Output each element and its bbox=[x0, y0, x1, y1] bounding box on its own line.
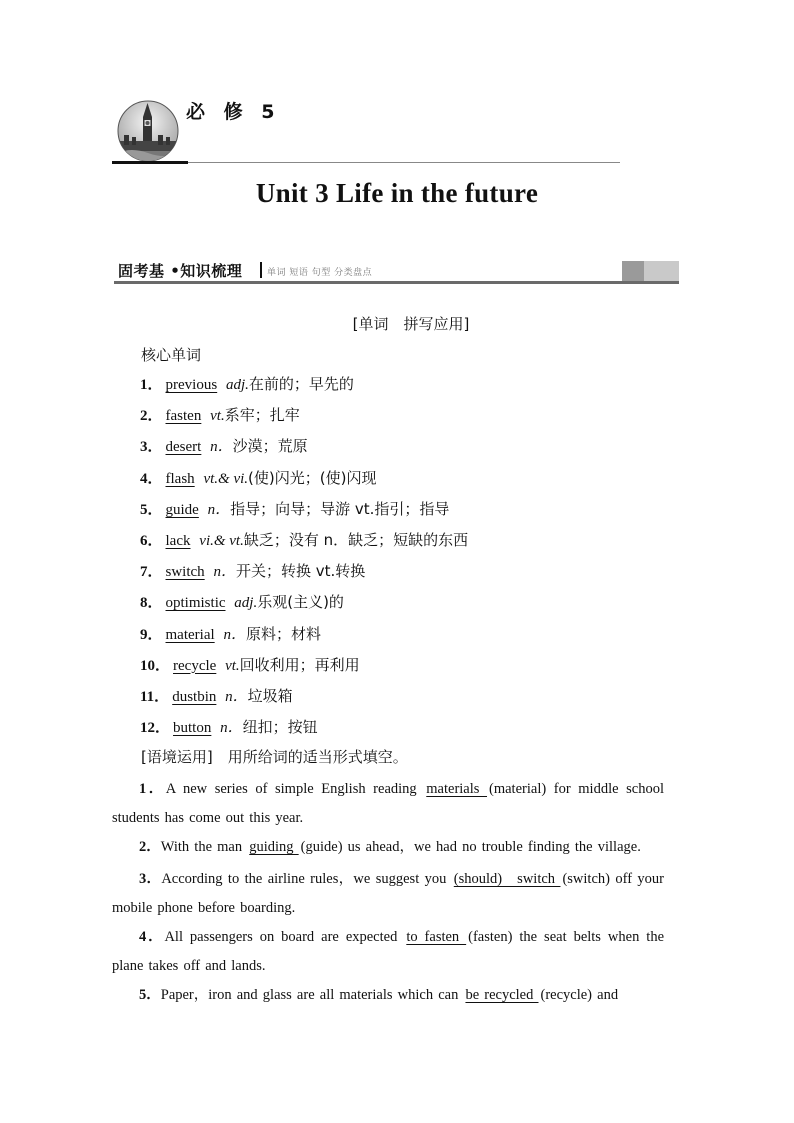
vocab-pos: n． bbox=[207, 501, 231, 518]
exercise-text: (switch) off your mobile phone before boarding. bbox=[112, 871, 665, 916]
exercise-text: According to the airline rules，we suggest you bbox=[161, 871, 452, 887]
vocab-word: button bbox=[173, 720, 212, 737]
vocab-definition: 纽扣；按钮 bbox=[242, 718, 318, 737]
vocab-item bbox=[140, 466, 468, 497]
vocab-item bbox=[140, 559, 468, 590]
section-underline bbox=[114, 281, 679, 284]
section-divider bbox=[260, 262, 262, 278]
vocab-number: 4． bbox=[140, 470, 163, 487]
exercise-answer: guiding bbox=[249, 839, 299, 855]
vocab-definition: 指导；向导；导游 vt.指引；指导 bbox=[230, 499, 450, 518]
vocab-list bbox=[140, 372, 468, 746]
vocab-number: 6． bbox=[140, 532, 163, 549]
exercise-text: A new series of simple English reading bbox=[165, 781, 425, 797]
vocab-pos: vt. bbox=[225, 657, 240, 674]
exercise-text: With the man bbox=[160, 839, 248, 855]
decor-block-dark bbox=[622, 261, 644, 281]
exercise-text: Paper，iron and glass are all materials which can bbox=[160, 987, 464, 1003]
vocab-definition: 乐观(主义)的 bbox=[257, 593, 344, 612]
vocab-item bbox=[140, 497, 468, 528]
vocab-word: lack bbox=[165, 532, 191, 549]
vocab-word: switch bbox=[165, 564, 205, 581]
vocab-item bbox=[140, 372, 468, 403]
vocab-item bbox=[140, 590, 468, 621]
vocab-number: 2． bbox=[140, 408, 163, 425]
exercise-item bbox=[112, 865, 664, 923]
vocab-number: 9． bbox=[140, 626, 163, 643]
vocab-item bbox=[140, 434, 468, 465]
vocab-number: 7． bbox=[140, 564, 163, 581]
big-ben-emblem-icon bbox=[116, 99, 180, 163]
vocab-number: 8． bbox=[140, 595, 163, 612]
vocab-number: 12． bbox=[140, 720, 171, 737]
vocab-item bbox=[140, 528, 468, 559]
exercise-text: (recycle) and bbox=[540, 987, 619, 1003]
vocab-definition: 沙漠；荒原 bbox=[232, 437, 308, 456]
exercise-answer: be recycled bbox=[465, 987, 539, 1003]
exercise-heading: [单词 拼写应用] bbox=[352, 315, 470, 333]
exercise-item bbox=[112, 981, 664, 1010]
exercise-answer: materials bbox=[426, 781, 488, 797]
section-title: 固考基 •知识梳理 bbox=[118, 262, 243, 280]
vocab-pos: adj. bbox=[234, 595, 258, 612]
decor-block-light bbox=[644, 261, 679, 281]
vocab-definition: 系牢；扎牢 bbox=[224, 406, 300, 425]
vocab-item bbox=[140, 403, 468, 434]
header-rule-thick bbox=[112, 161, 188, 164]
exercise-number: 3． bbox=[139, 871, 162, 887]
exercise-number: 2． bbox=[139, 839, 161, 855]
book-header bbox=[112, 95, 620, 167]
vocab-pos: n． bbox=[213, 564, 236, 581]
vocab-pos: vt. bbox=[210, 408, 225, 425]
header-rule-thin bbox=[188, 162, 620, 163]
exercise-text: (material) for middle school students has come out this year. bbox=[112, 781, 665, 826]
exercise-answer: (should) switch bbox=[453, 871, 561, 887]
vocab-word: previous bbox=[165, 377, 218, 393]
vocab-definition: 回收利用；再利用 bbox=[239, 655, 360, 674]
vocab-definition: 垃圾箱 bbox=[247, 686, 293, 705]
exercise-number: 5． bbox=[139, 987, 161, 1003]
exercise-number: 1． bbox=[139, 781, 166, 797]
exercise-text: (fasten) the seat belts when the plane takes off and lands. bbox=[112, 929, 665, 974]
vocab-word: desert bbox=[165, 439, 202, 456]
vocab-word: dustbin bbox=[172, 688, 217, 705]
vocab-pos: n． bbox=[220, 720, 243, 737]
exercise-number: 4． bbox=[139, 929, 165, 945]
vocab-pos: adj. bbox=[225, 377, 249, 393]
book-title: 必 修 5 bbox=[186, 101, 281, 123]
vocab-word: guide bbox=[165, 501, 199, 518]
section-bar bbox=[114, 260, 679, 284]
vocab-item bbox=[140, 684, 468, 715]
vocab-pos: n． bbox=[225, 688, 248, 705]
unit-title: Unit 3 Life in the future bbox=[255, 178, 539, 208]
exercise-item bbox=[112, 775, 664, 833]
vocab-pos: n． bbox=[210, 439, 233, 456]
exercise-text: (guide) us ahead，we had no trouble finding the village. bbox=[300, 839, 641, 855]
vocab-item bbox=[140, 715, 468, 746]
vocab-number: 11． bbox=[140, 688, 170, 705]
vocab-definition: 原料；材料 bbox=[245, 624, 321, 643]
vocab-definition: 开关；转换 vt.转换 bbox=[235, 562, 366, 581]
section-subtitle: 单词 短语 句型 分类盘点 bbox=[267, 268, 373, 278]
vocab-definition: (使)闪光；(使)闪现 bbox=[248, 468, 377, 487]
vocab-definition: 在前的；早先的 bbox=[248, 375, 354, 393]
exercise-item bbox=[112, 923, 664, 981]
exercise-answer: to fasten bbox=[406, 929, 467, 945]
vocab-word: fasten bbox=[165, 408, 202, 425]
exercise-item bbox=[112, 833, 664, 862]
vocab-pos: vt.& vi. bbox=[203, 470, 249, 487]
vocab-pos: vi.& vt. bbox=[199, 532, 244, 549]
vocab-word: material bbox=[165, 626, 215, 643]
vocab-word: optimistic bbox=[165, 595, 226, 612]
vocab-pos: n． bbox=[223, 626, 246, 643]
context-usage-heading: [语境运用] 用所给词的适当形式填空。 bbox=[141, 748, 408, 766]
vocab-number: 1． bbox=[140, 377, 163, 393]
vocab-number: 10． bbox=[140, 657, 171, 674]
vocab-item bbox=[140, 653, 468, 684]
vocab-definition: 缺乏；没有 n．缺乏；短缺的东西 bbox=[243, 530, 469, 549]
vocab-number: 3． bbox=[140, 439, 163, 456]
core-words-label: 核心单词 bbox=[141, 346, 202, 364]
vocab-word: flash bbox=[165, 470, 195, 487]
vocab-number: 5． bbox=[140, 501, 163, 518]
vocab-word: recycle bbox=[173, 657, 217, 674]
exercise-text: All passengers on board are expected bbox=[164, 929, 405, 945]
vocab-item bbox=[140, 622, 468, 653]
